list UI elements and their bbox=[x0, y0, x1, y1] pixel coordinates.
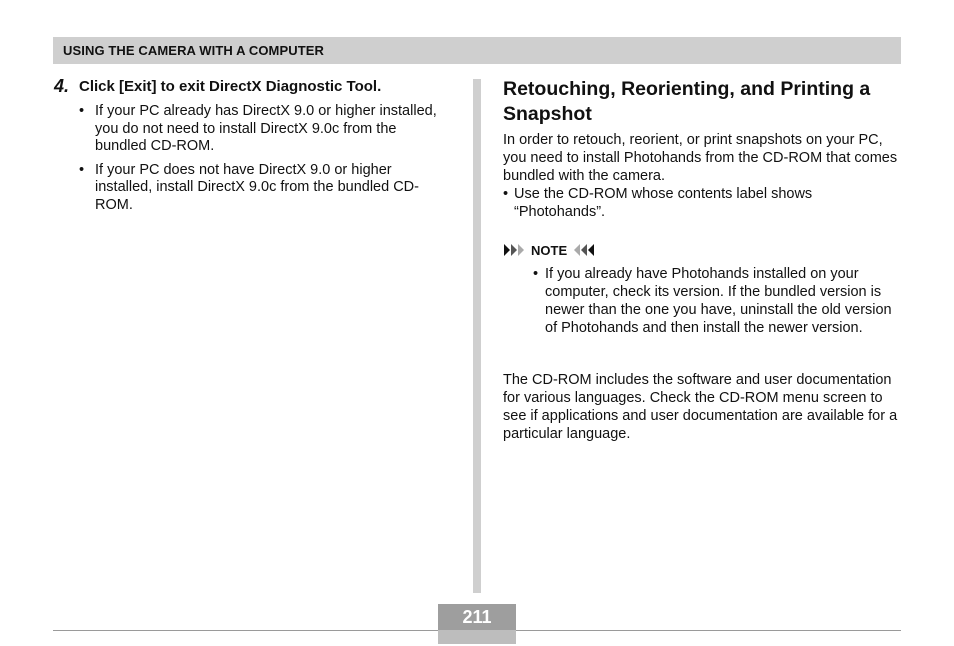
note-label: NOTE bbox=[531, 242, 568, 258]
step-number: 4. bbox=[54, 76, 70, 96]
section-title: Retouching, Reorienting, and Printing a Snapshot bbox=[503, 78, 871, 125]
step-title: Click [Exit] to exit DirectX Diagnostic Tool. bbox=[79, 78, 382, 95]
note-arrows-right-icon bbox=[503, 243, 525, 257]
list-item bbox=[79, 162, 451, 215]
intro-paragraph: In order to retouch, reorient, or print snapshots on your PC, you need to install Photohands from the CD-ROM that comes bundled with the camera. bbox=[503, 132, 898, 184]
bullet: • bbox=[79, 161, 85, 178]
note-text: If you already have Photohands installed on your computer, check its version. If the bundled version is newer than the one you have, uninstall the old version of Photohands and then install the newer version. bbox=[545, 266, 892, 336]
step-bullet-list bbox=[79, 103, 451, 220]
page-number-box bbox=[438, 604, 516, 644]
list-item bbox=[79, 103, 451, 156]
note-list bbox=[533, 265, 903, 337]
page-number: 211 bbox=[438, 604, 516, 630]
header-title: USING THE CAMERA WITH A COMPUTER bbox=[63, 43, 325, 58]
column-divider bbox=[473, 79, 481, 593]
bullet: • bbox=[79, 103, 85, 119]
header-bar bbox=[53, 37, 901, 64]
note-arrows-left-icon bbox=[573, 243, 595, 257]
note-heading bbox=[503, 242, 595, 258]
cdrom-bullet bbox=[503, 185, 883, 221]
bullet: • bbox=[503, 186, 509, 202]
closing-paragraph: The CD-ROM includes the software and user documentation for various languages. Check the CD-ROM menu screen to see if applications and user documentation are available for a particular language. bbox=[503, 372, 898, 442]
list-item bbox=[533, 265, 903, 337]
bullet-text: Use the CD-ROM whose contents label shows “Photohands”. bbox=[514, 186, 813, 220]
bullet: • bbox=[533, 266, 539, 282]
bullet-text: If your PC does not have DirectX 9.0 or higher installed, install DirectX 9.0c from the bundled CD-ROM. bbox=[95, 161, 419, 213]
bullet-text: If your PC already has DirectX 9.0 or higher installed, you do not need to install DirectX 9.0c from the bundled CD-ROM. bbox=[95, 103, 437, 154]
